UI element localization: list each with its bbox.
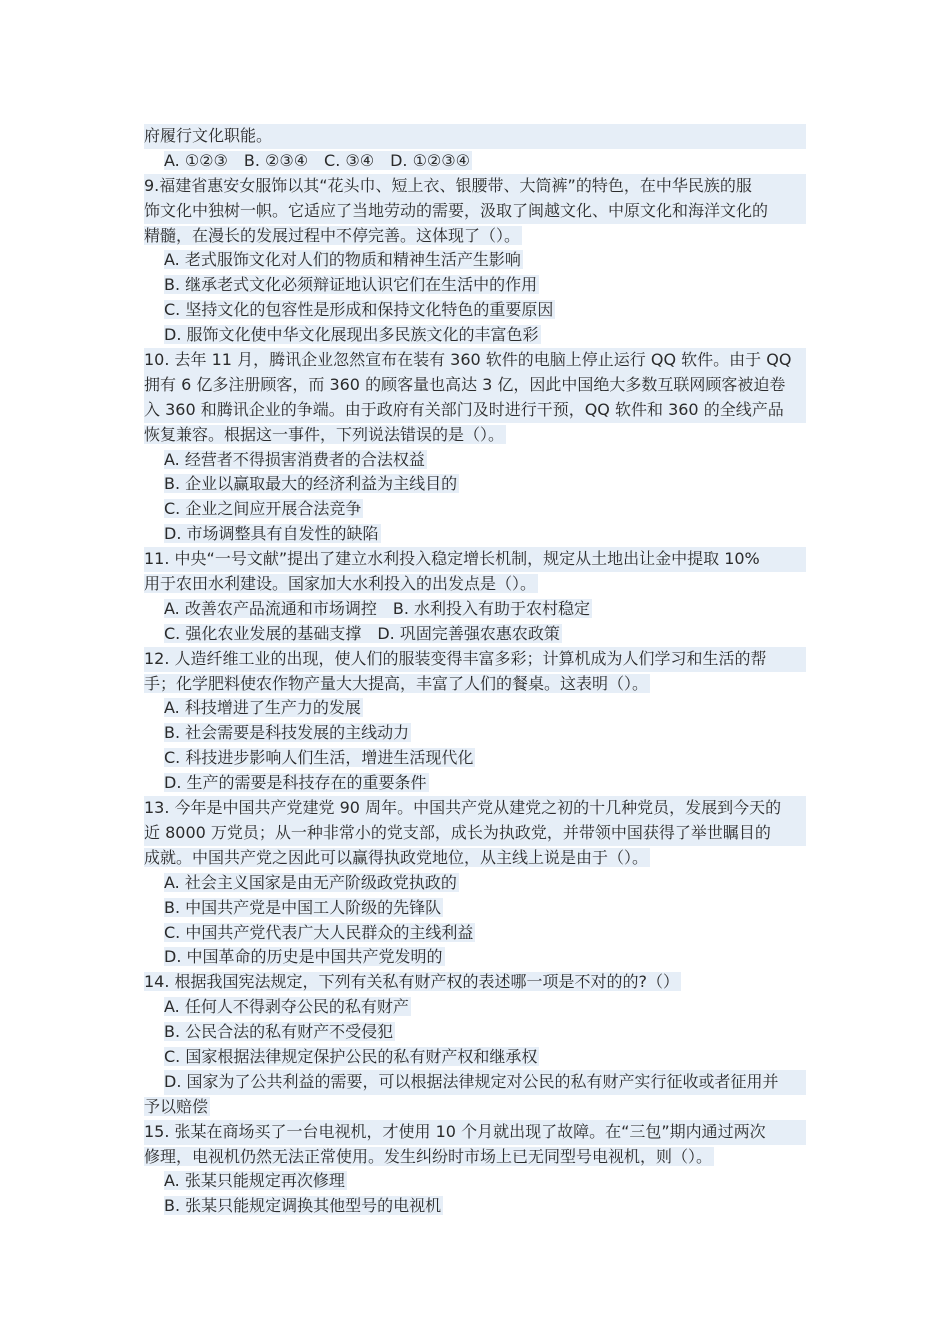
line-text: 12. 人造纤维工业的出现，使人们的服装变得丰富多彩；计算机成为人们学习和生活的帮 [144,647,806,672]
option-line [144,1020,806,1045]
line-text: C. 强化农业发展的基础支撑 D. 巩固完善强农惠农政策 [164,623,560,643]
line-text: 成就。中国共产党之因此可以赢得执政党地位，从主线上说是由于（）。 [144,847,649,867]
line-text: 饰文化中独树一帜。它适应了当地劳动的需要，汲取了闽越文化、中原文化和海洋文化的 [144,199,806,224]
option-line [144,248,806,273]
line-text: C. 国家根据法律规定保护公民的私有财产权和继承权 [164,1046,538,1066]
option-line [144,721,806,746]
option-line [144,896,806,921]
text-line [144,970,806,995]
text-line [144,672,806,697]
line-text: D. 生产的需要是科技存在的重要条件 [164,773,427,793]
option-line [144,149,806,174]
line-text: A. 张某只能规定再次修理 [164,1171,345,1191]
line-text: 近 8000 万党员；从一种非常小的党支部，成长为执政党，并带领中国获得了举世瞩目的 [144,821,806,846]
text-line [144,373,806,398]
text-line [144,199,806,224]
text-line [144,547,806,572]
text-line [144,224,806,249]
option-line [144,1045,806,1070]
text-line [144,821,806,846]
option-line [144,298,806,323]
line-text: C. 中国共产党代表广大人民群众的主线利益 [164,922,474,942]
line-text: C. 坚持文化的包容性是形成和保持文化特色的重要原因 [164,300,554,320]
option-line [144,945,806,970]
option-line [144,273,806,298]
line-text: D. 国家为了公共利益的需要，可以根据法律规定对公民的私有财产实行征收或者征用并 [164,1070,806,1095]
line-text: A. 改善农产品流通和市场调控 B. 水利投入有助于农村稳定 [164,598,590,618]
line-text: A. 任何人不得剥夺公民的私有财产 [164,997,409,1017]
text-line [144,1095,806,1120]
text-line [144,1120,806,1145]
option-line [144,696,806,721]
line-text: 修理，电视机仍然无法正常使用。发生纠纷时市场上已无同型号电视机，则（）。 [144,1146,713,1166]
option-line [144,1194,806,1219]
line-text: B. 企业以赢取最大的经济利益为主线目的 [164,474,458,494]
line-text: 9.福建省惠安女服饰以其“花头巾、短上衣、银腰带、大筒裤”的特色，在中华民族的服 [144,174,806,199]
text-line [144,647,806,672]
option-line [144,597,806,622]
text-line [144,846,806,871]
option-line [144,323,806,348]
line-text: 手；化学肥料使农作物产量大大提高，丰富了人们的餐桌。这表明（）。 [144,673,649,693]
line-text: C. 科技进步影响人们生活，增进生活现代化 [164,748,474,768]
option-line [144,622,806,647]
line-text: A. 社会主义国家是由无产阶级政党执政的 [164,872,457,892]
option-line [144,1169,806,1194]
option-line [144,472,806,497]
option-line [144,921,806,946]
text-line [144,796,806,821]
line-text: C. 企业之间应开展合法竞争 [164,499,362,519]
line-text: 拥有 6 亿多注册顾客，而 360 的顾客量也高达 3 亿，因此中国绝大多数互联网顾客被迫卷 [144,373,806,398]
line-text: D. 市场调整具有自发性的缺陷 [164,524,379,544]
option-line [144,522,806,547]
line-text: D. 服饰文化使中华文化展现出多民族文化的丰富色彩 [164,325,539,345]
option-line [144,448,806,473]
line-text: 精髓，在漫长的发展过程中不停完善。这体现了（）。 [144,225,521,245]
line-text: D. 中国革命的历史是中国共产党发明的 [164,947,443,967]
line-text: 10. 去年 11 月，腾讯企业忽然宣布在装有 360 软件的电脑上停止运行 QQ 软件。由于 QQ [144,348,806,373]
line-text: 15. 张某在商场买了一台电视机，才使用 10 个月就出现了故障。在“三包”期内通过两次 [144,1120,806,1145]
option-line [144,746,806,771]
line-text: A. 科技增进了生产力的发展 [164,698,361,718]
option-line [144,871,806,896]
text-line [144,124,806,149]
line-text: B. 中国共产党是中国工人阶级的先锋队 [164,897,442,917]
line-text: B. 张某只能规定调换其他型号的电视机 [164,1196,442,1216]
text-line [144,348,806,373]
line-text: 予以赔偿 [144,1096,209,1116]
line-text: 恢复兼容。根据这一事件，下列说法错误的是（）。 [144,424,505,444]
line-text: 用于农田水利建设。国家加大水利投入的出发点是（）。 [144,574,537,594]
text-line [144,174,806,199]
option-line [144,1070,806,1095]
line-text: B. 继承老式文化必须辩证地认识它们在生活中的作用 [164,275,538,295]
line-text: 14. 根据我国宪法规定，下列有关私有财产权的表述哪一项是不对的的?（） [144,972,680,992]
text-line [144,423,806,448]
document-page [144,124,806,1219]
line-text: 府履行文化职能。 [144,124,806,149]
text-line [144,572,806,597]
line-text: A. ①②③ B. ②③④ C. ③④ D. ①②③④ [164,150,470,170]
line-text: A. 经营者不得损害消费者的合法权益 [164,449,425,469]
line-text: B. 公民合法的私有财产不受侵犯 [164,1022,394,1042]
line-text: B. 社会需要是科技发展的主线动力 [164,723,410,743]
option-line [144,497,806,522]
line-text: 11. 中央“一号文献”提出了建立水利投入稳定增长机制，规定从土地出让金中提取 10% [144,547,806,572]
text-line [144,1145,806,1170]
line-text: A. 老式服饰文化对人们的物质和精神生活产生影响 [164,250,521,270]
text-line [144,398,806,423]
option-line [144,995,806,1020]
option-line [144,771,806,796]
line-text: 入 360 和腾讯企业的争端。由于政府有关部门及时进行干预，QQ 软件和 360 的全线产品 [144,398,806,423]
line-text: 13. 今年是中国共产党建党 90 周年。中国共产党从建党之初的十几种党员，发展到今天的 [144,796,806,821]
